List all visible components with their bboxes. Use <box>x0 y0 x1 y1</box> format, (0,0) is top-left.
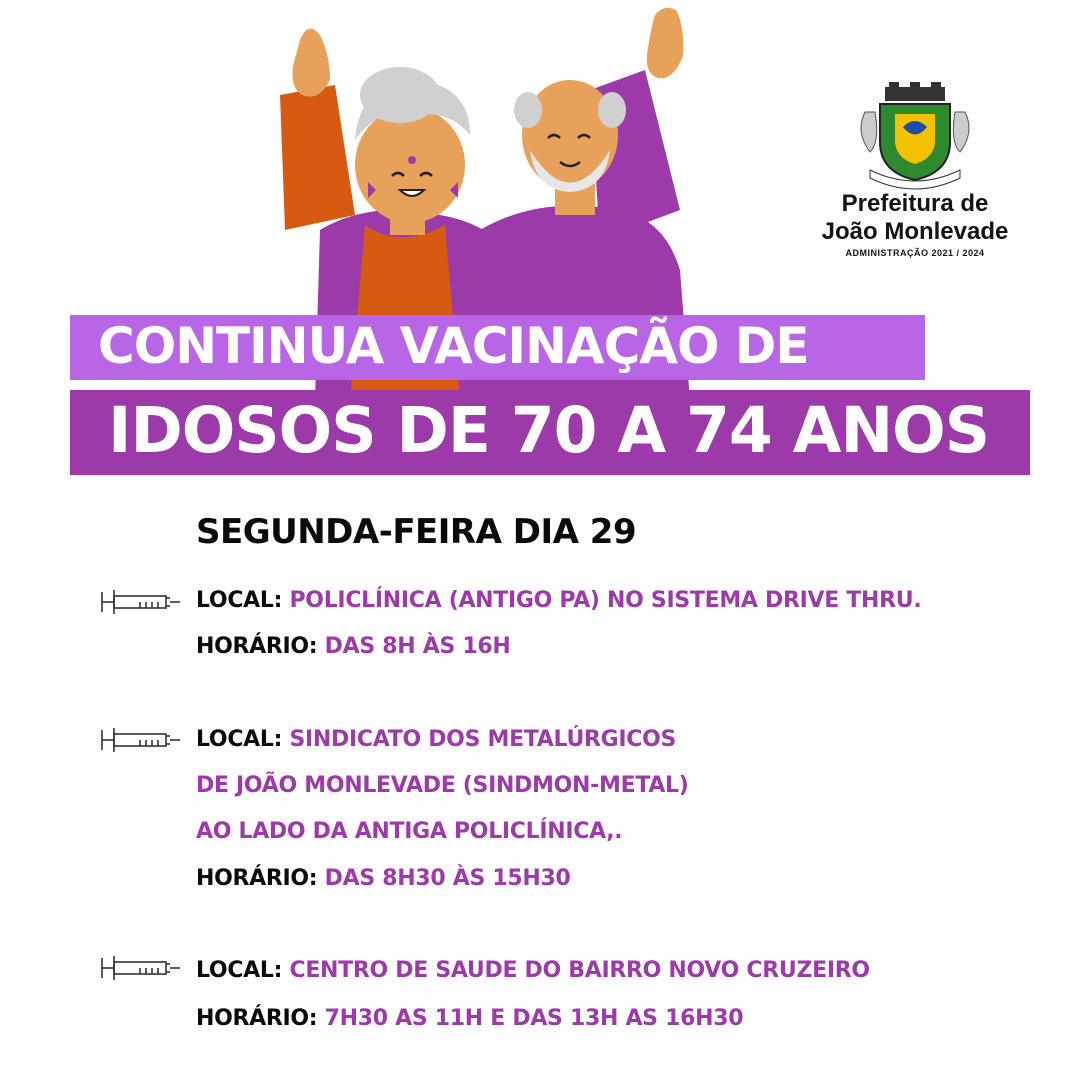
logo-name-line1: Prefeitura de <box>841 190 989 217</box>
hours-value: DAS 8H ÀS 16H <box>324 634 511 659</box>
location-2-local <box>196 727 676 752</box>
title-line2: IDOSOS DE 70 A 74 ANOS <box>108 394 990 467</box>
hours-label: HORÁRIO: <box>196 634 318 659</box>
location-3-hours <box>196 1006 743 1031</box>
hours-label: HORÁRIO: <box>196 1006 318 1031</box>
hours-value: 7H30 AS 11H E DAS 13H AS 16H30 <box>324 1006 744 1031</box>
location-2-hours <box>196 866 571 891</box>
day-heading: SEGUNDA-FEIRA DIA 29 <box>196 512 637 552</box>
syringe-icon <box>100 726 182 754</box>
logo-administration: ADMINISTRAÇÃO 2021 / 2024 <box>845 248 985 258</box>
location-2-local-line2 <box>196 773 689 798</box>
hours-value: DAS 8H30 ÀS 15H30 <box>324 866 571 891</box>
local-value: POLICLÍNICA (ANTIGO PA) NO SISTEMA DRIVE THRU. <box>289 588 922 613</box>
syringe-icon <box>100 954 182 982</box>
title-banner-line2 <box>70 390 1030 475</box>
local-label: LOCAL: <box>196 727 283 752</box>
hours-label: HORÁRIO: <box>196 866 318 891</box>
local-value: DE JOÃO MONLEVADE (SINDMON-METAL) <box>196 773 689 798</box>
title-line1: CONTINUA VACINAÇÃO DE <box>98 317 809 375</box>
location-3-local <box>196 958 870 983</box>
local-value: SINDICATO DOS METALÚRGICOS <box>289 727 677 752</box>
local-value: CENTRO DE SAUDE DO BAIRRO NOVO CRUZEIRO <box>289 958 870 983</box>
title-banner-line1 <box>70 315 925 380</box>
syringe-icon <box>100 588 182 616</box>
municipality-logo <box>785 82 1045 272</box>
logo-name-line2: João Monlevade <box>821 218 1009 245</box>
location-1-hours <box>196 634 511 659</box>
municipal-crest-icon <box>855 82 975 192</box>
location-2-local-line3 <box>196 819 622 844</box>
local-label: LOCAL: <box>196 958 283 983</box>
local-value: AO LADO DA ANTIGA POLICLÍNICA,. <box>196 819 623 844</box>
local-label: LOCAL: <box>196 588 283 613</box>
location-1-local <box>196 588 921 613</box>
